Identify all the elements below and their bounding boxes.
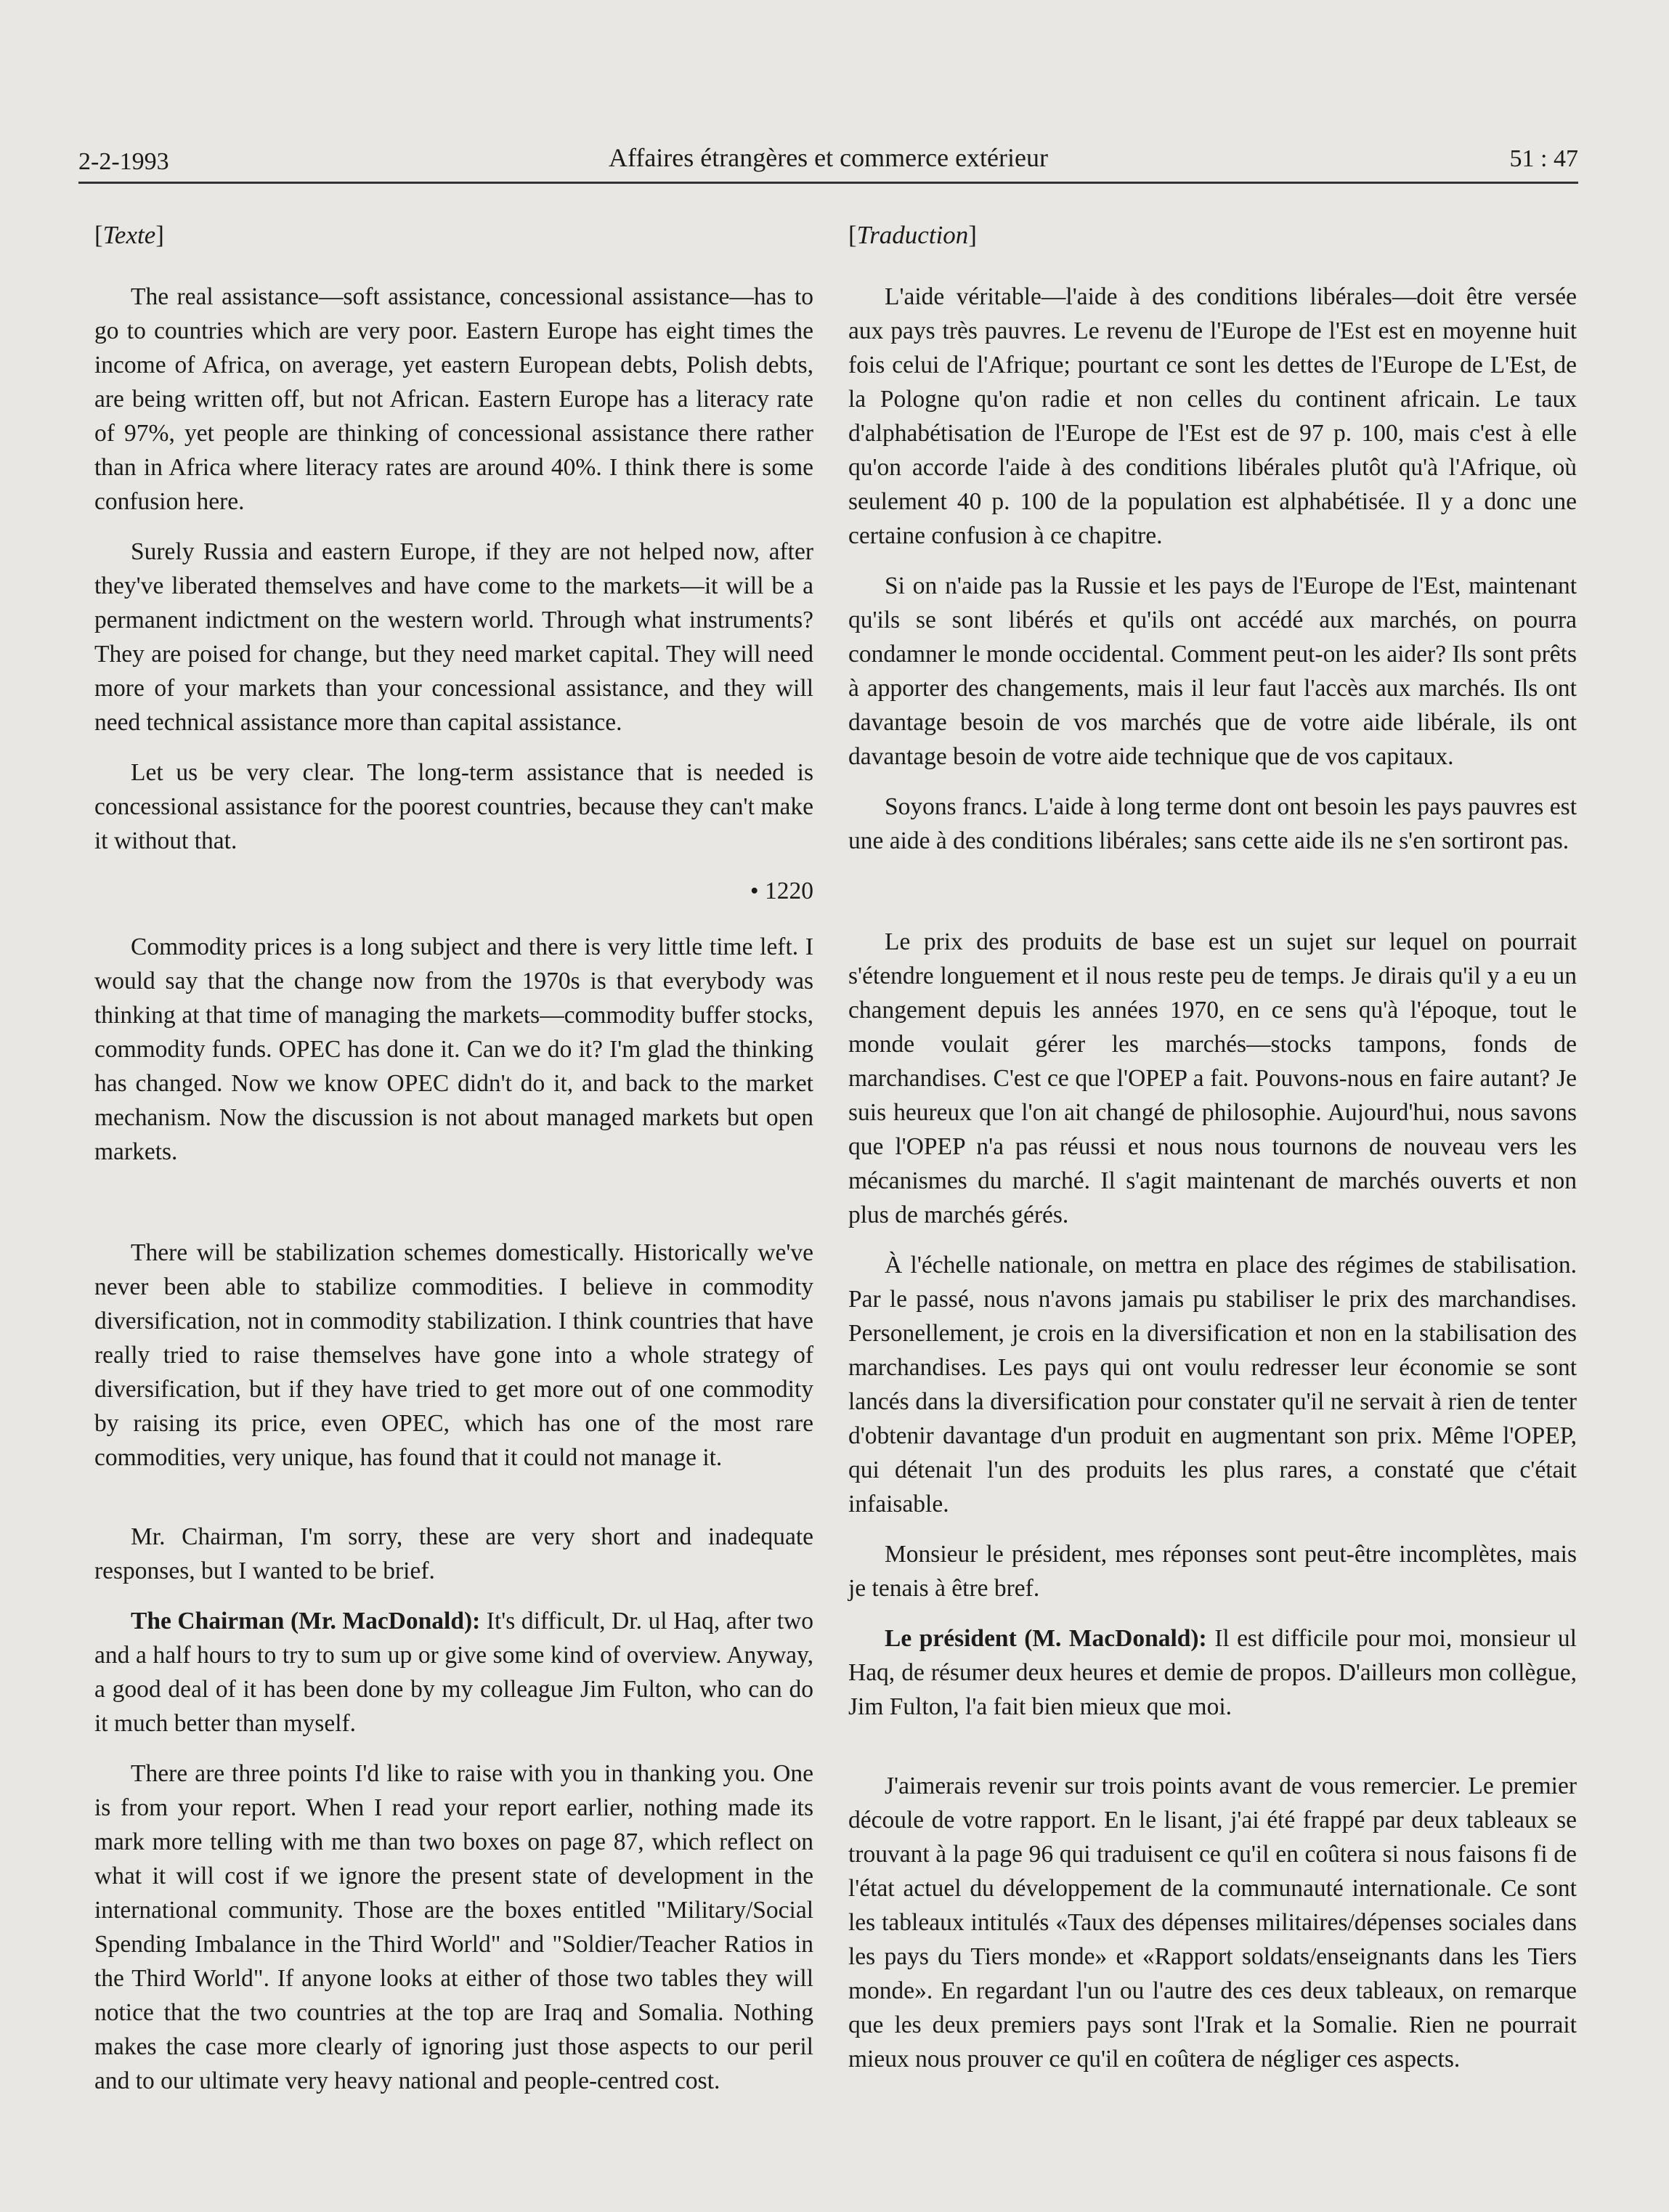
paragraph: Let us be very clear. The long-term assistance that is needed is concessional assistance for the poorest countries, because they can't make it without that. [94, 759, 813, 854]
paragraph: Mr. Chairman, I'm sorry, these are very short and inadequate responses, but I wanted to be brief. [94, 1523, 813, 1584]
translation-tag: [Traduction] [848, 221, 977, 249]
french-column [848, 218, 1577, 2092]
paragraph: Surely Russia and eastern Europe, if they are not helped now, after they've liberated themselves and have come to the markets—it will be a permanent indictment on the western world. Through what instruments? They are poised for change, but they need market capital. They will need more of your markets than your concessional assistance, and they will need technical assistance more than capital assistance. [94, 538, 813, 736]
paragraph: J'aimerais revenir sur trois points avant de vous remercier. Le premier découle de votre rapport. En le lisant, j'ai été frappé par deux tableaux se trouvant à la page 96 qui traduisent ce qu'il en coûtera si nous faisons fi de l'état actuel du développement de la communauté internationale. Ce sont les tableaux intitulés «Taux des dépenses militaires/dépenses sociales dans les pays du Tiers monde» et «Rapport soldats/enseignants dans les Tiers monde». En regardant l'un ou l'autre des ces deux tableaux, on remarque que les deux premiers pays sont l'Irak et la Somalie. Rien ne pourrait mieux nous prouver ce qu'il en coûtera de négliger ces aspects. [848, 1773, 1577, 2073]
paragraph: There are three points I'd like to raise with you in thanking you. One is from your report. When I read your report earlier, nothing made its mark more telling with me than two boxes on page 87, which reflect on what it will cost if we ignore the present state of development in the international community. Those are the boxes entitled "Military/Social Spending Imbalance in the Third World" and "Soldier/Teacher Ratios in the Third World". If anyone looks at either of those two tables they will notice that the two countries at the top are Iraq and Somalia. Nothing makes the case more clearly of ignoring just those aspects to our peril and to our ultimate very heavy national and people-centred cost. [94, 1760, 813, 2094]
paragraph: L'aide véritable—l'aide à des conditions libérales—doit être versée aux pays très pauvres. Le revenu de l'Europe de l'Est est en moyenne huit fois celui de l'Afrique; pourtant ce sont les dettes de l'Europe de L'Est, de la Pologne qu'on radie et non celles du continent africain. Le taux d'alphabétisation de l'Europe de l'Est est de 97 p. 100, mais c'est à elle qu'on accorde l'aide à des conditions libérales plutôt qu'à l'Afrique, où seulement 40 p. 100 de la population est alphabétisée. Il y a donc une certaine confusion à ce chapitre. [848, 283, 1577, 549]
header-page-number: 51 : 47 [1509, 145, 1578, 172]
english-column [94, 218, 813, 2114]
text-tag: [Texte] [94, 221, 164, 249]
time-marker: • 1220 [750, 878, 813, 904]
paragraph: Commodity prices is a long subject and there is very little time left. I would say that the change now from the 1970s is that everybody was thinking at that time of managing the markets—commodity buffer stocks, commodity funds. OPEC has done it. Can we do it? I'm glad the thinking has changed. Now we know OPEC didn't do it, and back to the market mechanism. Now the discussion is not about managed markets but open markets. [94, 933, 813, 1165]
translation-tag-label: Traduction [856, 221, 969, 249]
speaker-name: Le président (M. MacDonald): [885, 1625, 1207, 1652]
header-title: Affaires étrangères et commerce extérieur [609, 143, 1048, 172]
paragraph: Monsieur le président, mes réponses sont peut-être incomplètes, mais je tenais à être bref. [848, 1541, 1577, 1602]
paragraph: Le prix des produits de base est un sujet sur lequel on pourrait s'étendre longuement et il nous reste peu de temps. Je dirais qu'il y a eu un changement depuis les années 1970, en ce sens qu'à l'époque, tout le monde voulait gérer les marchés—stocks tampons, fonds de marchandises. C'est ce que l'OPEP a fait. Pouvons-nous en faire autant? Je suis heureux que l'on ait changé de philosophie. Aujourd'hui, nous savons que l'OPEP n'a pas réussi et nous nous tournons de nouveau vers les mécanismes du marché. Il s'agit maintenant de marchés ouverts et non plus de marchés gérés. [848, 928, 1577, 1228]
page-header [78, 123, 1578, 184]
paragraph-chairman: The Chairman (Mr. MacDonald): It's difficult, Dr. ul Haq, after two and a half hours to try to sum up or give some kind of overview. Anyway, a good deal of it has been done by my colleague Jim Fulton, who can do it much better than myself. [94, 1608, 813, 1737]
paragraph: There will be stabilization schemes domestically. Historically we've never been able to stabilize commodities. I believe in commodity diversification, not in commodity stabilization. I think countries that have really tried to raise themselves have gone into a whole strategy of diversification, but if they have tried to get more out of one commodity by raising its price, even OPEC, which has one of the most rare commodities, very unique, has found that it could not manage it. [94, 1239, 813, 1471]
paragraph: À l'échelle nationale, on mettra en place des régimes de stabilisation. Par le passé, nous n'avons jamais pu stabiliser le prix des marchandises. Personellement, je crois en la diversification et non en la stabilisation des marchandises. Les pays qui ont voulu redresser leur économie se sont lancés dans la diversification pour constater qu'il ne servait à rien de tenter d'obtenir davantage d'un produit en augmentant son prix. Même l'OPEP, qui détenait l'un des produits les plus rares, a constaté que c'était infaisable. [848, 1252, 1577, 1518]
paragraph: Si on n'aide pas la Russie et les pays de l'Europe de l'Est, maintenant qu'ils se sont libérés et qu'ils ont accédé aux marchés, on pourra condamner le monde occidental. Comment peut-on les aider? Ils sont prêts à apporter des changements, mais il leur faut l'accès aux marchés. Ils ont davantage besoin de vos marchés que de votre aide libérale, ils ont davantage besoin de votre aide technique que de vos capitaux. [848, 572, 1577, 770]
paragraph: The real assistance—soft assistance, concessional assistance—has to go to countries which are very poor. Eastern Europe has eight times the income of Africa, on average, yet eastern European debts, Polish debts, are being written off, but not African. Eastern Europe has a literacy rate of 97%, yet people are thinking of concessional assistance there rather than in Africa where literacy rates are around 40%. I think there is some confusion here. [94, 283, 813, 515]
speaker-name: The Chairman (Mr. MacDonald): [131, 1608, 481, 1634]
header-date: 2-2-1993 [78, 148, 169, 175]
paragraph-president: Le président (M. MacDonald): Il est difficile pour moi, monsieur ul Haq, de résumer deux heures et demie de propos. D'ailleurs mon collègue, Jim Fulton, l'a fait bien mieux que moi. [848, 1625, 1577, 1720]
paragraph: Soyons francs. L'aide à long terme dont ont besoin les pays pauvres est une aide à des conditions libérales; sans cette aide ils ne s'en sortiront pas. [848, 793, 1577, 854]
text-tag-label: Texte [102, 221, 156, 249]
